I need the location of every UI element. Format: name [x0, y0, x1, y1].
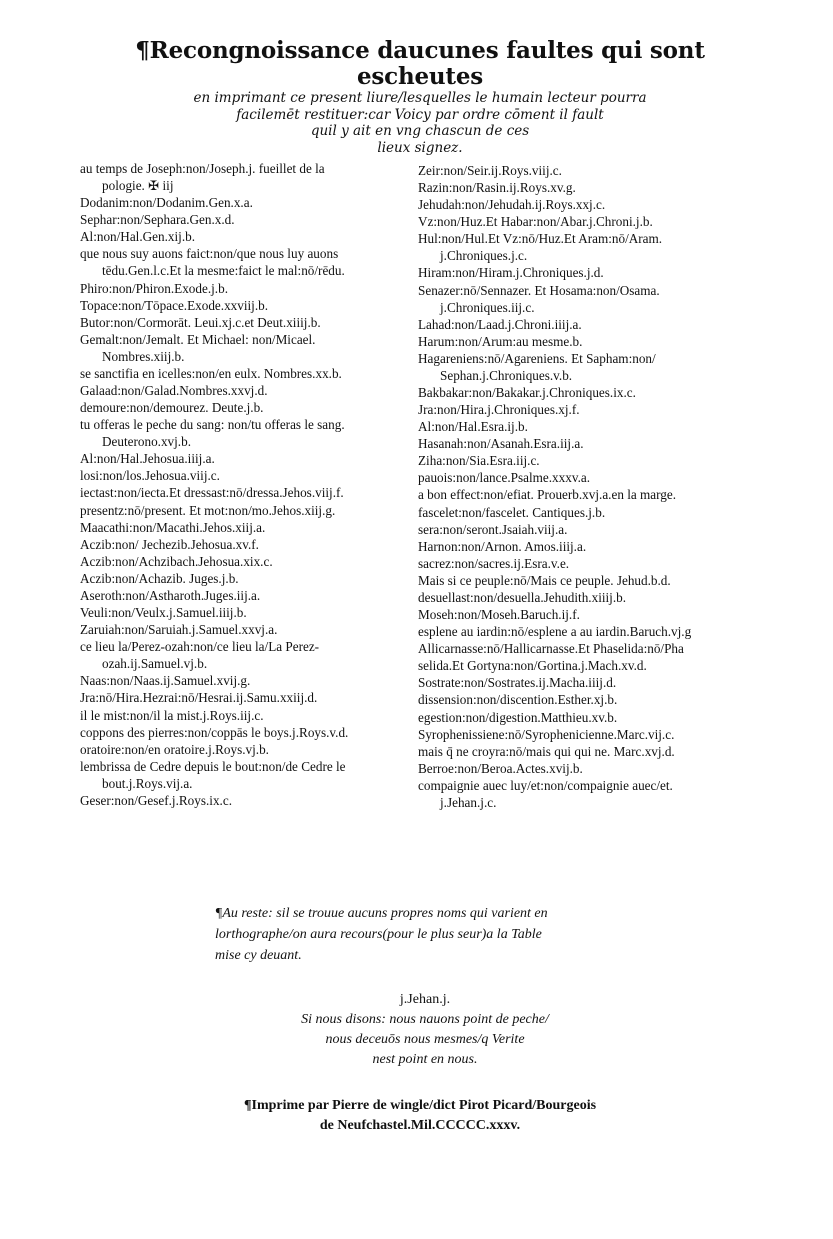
errata-entry: tēdu.Gen.l.c.Et la mesme:faict le mal:nō/rēdu.	[102, 263, 345, 279]
errata-entry: Ziha:non/Sia.Esra.iij.c.	[418, 453, 540, 469]
errata-entry: Allicarnasse:nō/Hallicarnasse.Et Phaselida:nō/Pha	[418, 641, 684, 657]
verse-line: nous deceuōs nous mesmes/q Verite	[325, 1032, 525, 1047]
errata-entry: presentz:nō/present. Et mot:non/mo.Jehos.xiij.g.	[80, 502, 336, 518]
errata-entry: Aseroth:non/Astharoth.Juges.iij.a.	[80, 587, 261, 603]
errata-entry: Aczib:non/ Jechezib.Jehosua.xv.f.	[80, 536, 259, 552]
printer-colophon	[170, 1096, 670, 1136]
verse-reference: j.Jehan.j.	[399, 992, 451, 1007]
errata-column-left	[80, 160, 410, 809]
errata-entry: Galaad:non/Galad.Nombres.xxvj.d.	[80, 383, 268, 399]
errata-subtitle-line: quil y ait en vng chascun de ces	[310, 123, 530, 139]
errata-subtitle-line: en imprimant ce present liure/lesquelles le humain lecteur pourra	[193, 90, 647, 106]
errata-entry: se sanctifia en icelles:non/en eulx. Nombres.xx.b.	[80, 365, 342, 381]
errata-entry: Zeir:non/Seir.ij.Roys.viij.c.	[418, 163, 562, 178]
errata-entry: bout.j.Roys.vij.a.	[102, 775, 193, 791]
errata-entry: Senazer:nō/Sennazer. Et Hosama:non/Osama.	[418, 282, 660, 298]
closing-note-line: mise cy deuant.	[215, 948, 302, 963]
errata-entry: Phiro:non/Phiron.Exode.j.b.	[80, 280, 228, 296]
errata-entry: Moseh:non/Moseh.Baruch.ij.f.	[418, 607, 580, 623]
errata-entry: fascelet:non/fascelet. Cantiques.j.b.	[418, 504, 606, 520]
errata-entry: Vz:non/Huz.Et Habar:non/Abar.j.Chroni.j.b.	[418, 214, 653, 230]
errata-entry: coppons des pierres:non/coppās le boys.j.Roys.v.d.	[80, 724, 349, 740]
errata-subtitle-line: lieux signez.	[377, 139, 463, 156]
errata-subtitle-line: facilemēt restituer:car Voicy par ordre cōment il fault	[236, 106, 604, 123]
colophon-line: de Neufchastel.Mil.CCCCC.xxxv.	[319, 1118, 521, 1133]
errata-entry: Maacathi:non/Macathi.Jehos.xiij.a.	[80, 519, 266, 535]
errata-entry: Aczib:non/Achzibach.Jehosua.xix.c.	[80, 553, 273, 569]
errata-entry: ozah.ij.Samuel.vj.b.	[102, 656, 208, 672]
errata-entry: Berroe:non/Beroa.Actes.xvij.b.	[418, 760, 583, 776]
errata-entry: ce lieu la/Perez-ozah:non/ce lieu la/La Perez-	[80, 639, 320, 655]
closing-note	[215, 903, 635, 966]
errata-entry: Sephar:non/Sephara.Gen.x.d.	[80, 212, 235, 228]
errata-entry: j.Chroniques.j.c.	[440, 248, 528, 264]
errata-entry: sera:non/seront.Jsaiah.viij.a.	[418, 521, 568, 537]
errata-entry: Jra:non/Hira.j.Chroniques.xj.f.	[418, 402, 580, 418]
errata-entry: Hagareniens:nō/Agareniens. Et Sapham:non/	[418, 350, 656, 366]
errata-entry: losi:non/los.Jehosua.viij.c.	[80, 468, 220, 484]
errata-entry: Al:non/Hal.Jehosua.iiij.a.	[80, 451, 215, 467]
errata-entry: Nombres.xiij.b.	[102, 348, 185, 364]
errata-entry: Veuli:non/Veulx.j.Samuel.iiij.b.	[80, 605, 247, 621]
errata-entry: Aczib:non/Achazib. Juges.j.b.	[80, 570, 239, 586]
errata-entry: Syrophenissiene:nō/Syrophenicienne.Marc.vij.c.	[418, 726, 675, 742]
errata-entry: Dodanim:non/Dodanim.Gen.x.a.	[80, 195, 253, 211]
errata-entry: demoure:non/demourez. Deute.j.b.	[80, 400, 264, 416]
errata-entry: egestion:non/digestion.Matthieu.xv.b.	[418, 709, 618, 725]
errata-entry: Deuterono.xvj.b.	[102, 434, 191, 450]
errata-entry: Harnon:non/Arnon. Amos.iiij.a.	[418, 538, 587, 554]
errata-entry: Butor:non/Cormorāt. Leui.xj.c.et Deut.xiiij.b.	[80, 314, 321, 330]
errata-entry: Sephan.j.Chroniques.v.b.	[440, 367, 573, 383]
errata-entry: mais q̄ ne croyra:nō/mais qui qui ne. Marc.xvj.d.	[418, 743, 675, 759]
errata-entry: Al:non/Hal.Gen.xij.b.	[80, 229, 196, 245]
errata-entry: j.Jehan.j.c.	[440, 794, 497, 810]
errata-entry: Mais si ce peuple:nō/Mais ce peuple. Jehud.b.d.	[418, 572, 671, 588]
errata-entry: Hasanah:non/Asanah.Esra.iij.a.	[418, 436, 584, 452]
errata-entry: pologie. ✠ iij	[102, 178, 174, 194]
scripture-verse	[215, 990, 635, 1070]
errata-entry: iectast:non/iecta.Et dressast:nō/dressa.Jehos.viij.f.	[80, 485, 344, 501]
errata-entry: lembrissa de Cedre depuis le bout:non/de Cedre le	[80, 758, 346, 774]
errata-entry: Lahad:non/Laad.j.Chroni.iiij.a.	[418, 316, 582, 332]
closing-note-line: lorthographe/on aura recours(pour le plus seur)a la Table	[215, 927, 542, 942]
errata-entry: j.Chroniques.iij.c.	[440, 299, 535, 315]
errata-entry: Hul:non/Hul.Et Vz:nō/Huz.Et Aram:nō/Aram.	[418, 231, 663, 247]
verse-line: nest point en nous.	[372, 1052, 478, 1067]
errata-entry: Hiram:non/Hiram.j.Chroniques.j.d.	[418, 265, 604, 281]
verse-line: Si nous disons: nous nauons point de peche/	[301, 1012, 549, 1027]
errata-entry: Razin:non/Rasin.ij.Roys.xv.g.	[418, 180, 576, 196]
errata-heading	[120, 38, 720, 156]
closing-note-line: ¶Au reste: sil se trouue aucuns propres noms qui varient en	[215, 906, 548, 921]
errata-column-right	[418, 162, 758, 811]
errata-entry: desuellast:non/desuella.Jehudith.xiiij.b.	[418, 589, 627, 605]
errata-entry: Al:non/Hal.Esra.ij.b.	[418, 419, 528, 435]
errata-entry: Zaruiah:non/Saruiah.j.Samuel.xxvj.a.	[80, 622, 278, 638]
errata-entry: Geser:non/Gesef.j.Roys.ix.c.	[80, 792, 232, 808]
errata-entry: Jehudah:non/Jehudah.ij.Roys.xxj.c.	[418, 197, 606, 213]
errata-entry: que nous suy auons faict:non/que nous luy auons	[80, 246, 339, 262]
errata-entry: a bon effect:non/efiat. Prouerb.xvj.a.en la marge.	[418, 487, 677, 503]
errata-entry: Bakbakar:non/Bakakar.j.Chroniques.ix.c.	[418, 385, 636, 401]
errata-entry: pauois:non/lance.Psalme.xxxv.a.	[418, 470, 591, 486]
errata-entry: compaignie auec luy/et:non/compaignie auec/et.	[418, 777, 673, 793]
errata-entry: Naas:non/Naas.ij.Samuel.xvij.g.	[80, 673, 251, 689]
errata-entry: Harum:non/Arum:au mesme.b.	[418, 333, 583, 349]
errata-entry: Sostrate:non/Sostrates.ij.Macha.iiij.d.	[418, 675, 617, 691]
errata-title: ¶Recongnoissance daucunes faultes qui sont escheutes	[135, 37, 705, 90]
errata-entry: sacrez:non/sacres.ij.Esra.v.e.	[418, 555, 570, 571]
errata-entry: Jra:nō/Hira.Hezrai:nō/Hesrai.ij.Samu.xxiij.d.	[80, 690, 318, 706]
colophon-line: ¶Imprime par Pierre de wingle/dict Pirot Picard/Bourgeois	[243, 1098, 597, 1113]
errata-entry: selida.Et Gortyna:non/Gortina.j.Mach.xv.d.	[418, 658, 647, 674]
errata-entry: Topace:non/Tōpace.Exode.xxviij.b.	[80, 297, 269, 313]
errata-entry: au temps de Joseph:non/Joseph.j. fueillet de la	[80, 161, 325, 176]
errata-entry: Gemalt:non/Jemalt. Et Michael: non/Micael.	[80, 331, 316, 347]
errata-entry: dissension:non/discention.Esther.xj.b.	[418, 692, 618, 708]
errata-entry: il le mist:non/il la mist.j.Roys.iij.c.	[80, 707, 264, 723]
errata-entry: esplene au iardin:nō/esplene a au iardin.Baruch.vj.g	[418, 624, 692, 640]
errata-entry: oratoire:non/en oratoire.j.Roys.vj.b.	[80, 741, 269, 757]
errata-entry: tu offeras le peche du sang: non/tu offeras le sang.	[80, 417, 345, 433]
